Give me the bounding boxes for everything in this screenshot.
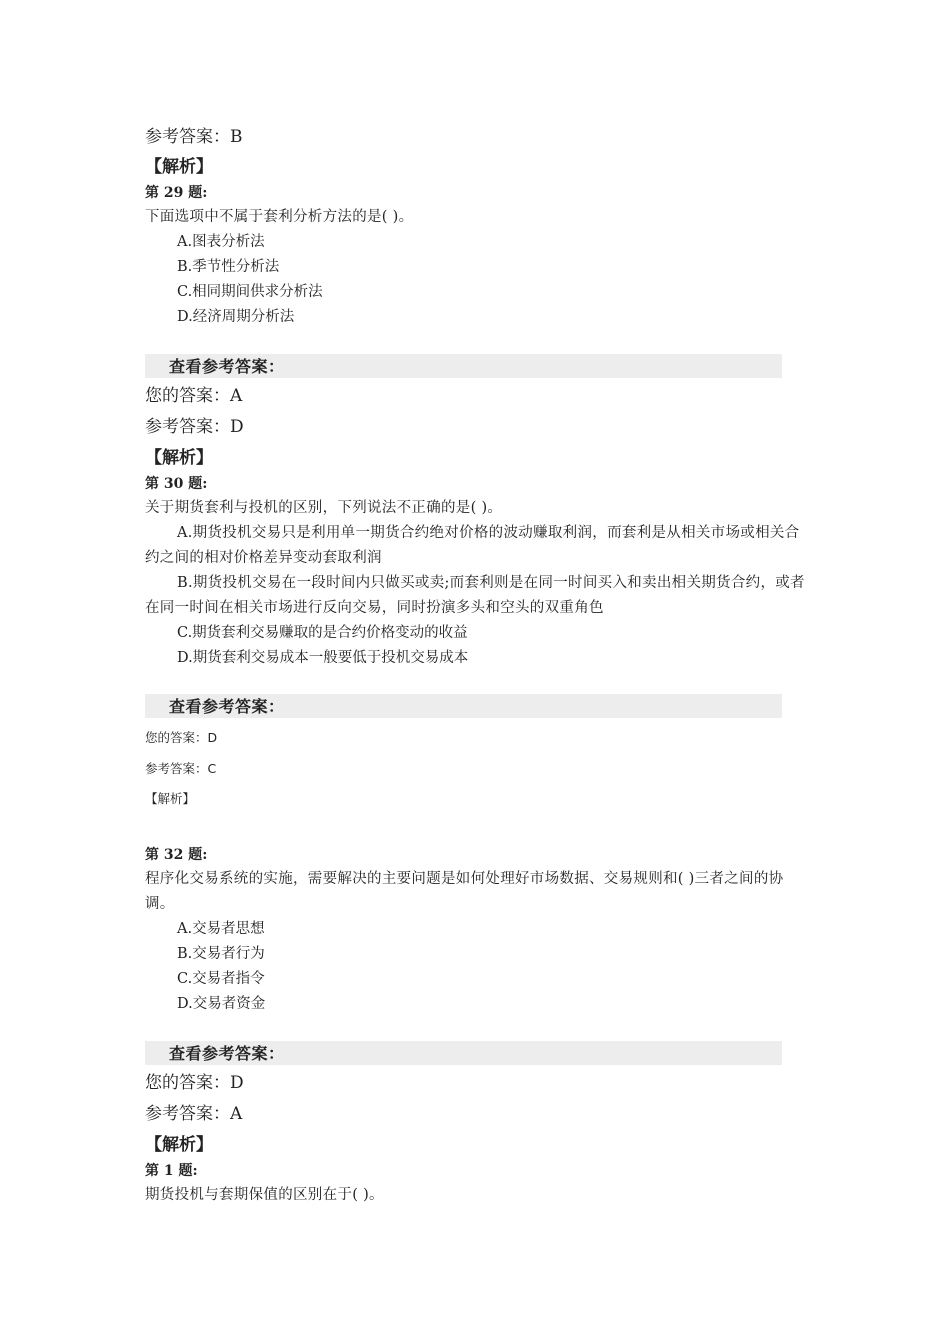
- option-b: B.季节性分析法: [177, 259, 280, 275]
- reference-answer: 参考答案：A: [145, 1104, 243, 1124]
- option-a: A.期货投机交易只是利用单一期货合约绝对价格的波动赚取利润，而套利是从相关市场或相关合约之间的相对价格差异变动套取利润: [145, 525, 800, 566]
- option-a: A.交易者思想: [177, 921, 265, 937]
- question-text: 下面选项中不属于套利分析方法的是( )。: [145, 209, 414, 225]
- your-answer: 您的答案：A: [145, 386, 243, 406]
- option-d: D.期货套利交易成本一般要低于投机交易成本: [177, 650, 469, 666]
- question-number: 第 32 题:: [145, 847, 208, 863]
- analysis-label: 【解析】: [145, 791, 196, 806]
- reference-answer: 参考答案：B: [145, 127, 243, 147]
- view-answer-bar[interactable]: [145, 354, 782, 378]
- reference-answer: 参考答案：C: [145, 761, 217, 776]
- view-answer-bar[interactable]: [145, 694, 782, 718]
- option-c: C.相同期间供求分析法: [177, 284, 323, 300]
- your-answer: 您的答案：D: [145, 1073, 244, 1093]
- option-c: C.交易者指令: [177, 971, 265, 987]
- your-answer: 您的答案：D: [145, 730, 218, 745]
- question-number: 第 29 题:: [145, 185, 208, 201]
- option-d: D.交易者资金: [177, 996, 266, 1012]
- view-answer-label: 查看参考答案：: [169, 357, 285, 376]
- view-answer-label: 查看参考答案：: [169, 697, 285, 716]
- option-a: A.图表分析法: [177, 234, 265, 250]
- question-number: 第 1 题:: [145, 1163, 198, 1179]
- option-d: D.经济周期分析法: [177, 309, 295, 325]
- question-text: 关于期货套利与投机的区别，下列说法不正确的是( )。: [145, 500, 503, 516]
- analysis-label: 【解析】: [145, 157, 213, 177]
- view-answer-bar[interactable]: [145, 1041, 782, 1065]
- option-b: B.期货投机交易在一段时间内只做买或卖;而套利则是在同一时间买入和卖出相关期货合约，或者在同一时间在相关市场进行反向交易，同时扮演多头和空头的双重角色: [145, 575, 805, 616]
- reference-answer: 参考答案：D: [145, 417, 244, 437]
- analysis-label: 【解析】: [145, 448, 213, 468]
- question-number: 第 30 题:: [145, 476, 208, 492]
- view-answer-label: 查看参考答案：: [169, 1044, 285, 1063]
- analysis-label: 【解析】: [145, 1135, 213, 1155]
- question-text: 期货投机与套期保值的区别在于( )。: [145, 1187, 384, 1203]
- option-c: C.期货套利交易赚取的是合约价格变动的收益: [177, 625, 468, 641]
- option-b: B.交易者行为: [177, 946, 265, 962]
- question-text: 程序化交易系统的实施，需要解决的主要问题是如何处理好市场数据、交易规则和( )三者之间的协调。: [145, 871, 784, 912]
